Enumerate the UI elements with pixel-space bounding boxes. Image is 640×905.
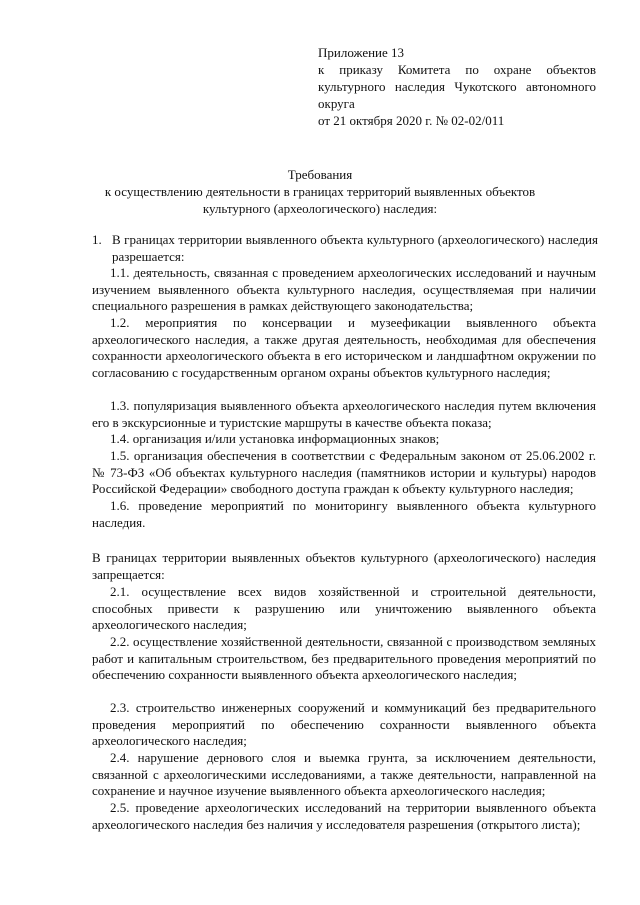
annex-committee-line: культурного наследия Чукотского автономного [318, 79, 596, 94]
section-1-number: 1. [92, 232, 102, 247]
item-1-4: 1.4. организация и/или установка информационных знаков; [110, 431, 440, 446]
section-1-lead: В границах территории выявленного объекта культурного (археологического) наследия разрешается: [112, 232, 598, 264]
title-line-3: культурного (археологического) наследия: [202, 201, 438, 216]
item-1-3: 1.3. популяризация выявленного объекта археологического наследия путем включения его в экскурсионные и туристские маршруты в качестве объекта показа; [92, 398, 596, 430]
annex-order-line: к приказу Комитета по охране объектов [318, 62, 596, 77]
document-title [60, 166, 580, 217]
item-1-2: 1.2. мероприятия по консервации и музеефикации выявленного объекта археологического наследия, а также другая деятельность, необходимая для обеспечения сохранности археологического объекта в его историческом и ландшафтном окружении по согласованию с государственным органом охраны объектов культурного наследия; [92, 315, 596, 380]
item-1-1: 1.1. деятельность, связанная с проведением археологических исследований и научным изучением выявленного объекта культурного наследия, осуществляемая при наличии специального разрешения в рамках действующего законодательства; [92, 265, 596, 314]
item-2-5: 2.5. проведение археологических исследований на территории выявленного объекта археологического наследия без наличия у исследователя разрешения (открытого листа); [92, 800, 596, 832]
title-heading: Требования [287, 167, 353, 182]
annex-header [318, 44, 596, 129]
section-2-lead: В границах территории выявленных объектов культурного (археологического) наследия запрещается: [92, 550, 596, 582]
item-1-5: 1.5. организация обеспечения в соответствии с Федеральным законом от 25.06.2002 г. № 73-ФЗ «Об объектах культурного наследия (памятников истории и культуры) народов Российской Федерации» свободного доступа граждан к объекту культурного наследия; [92, 448, 596, 497]
item-2-2: 2.2. осуществление хозяйственной деятельности, связанной с производством земляных работ и капитальным строительством, без предварительного проведения мероприятий по обеспечению сохранности выявленного объекта археологического наследия; [92, 634, 596, 683]
item-1-6: 1.6. проведение мероприятий по мониторингу выявленного объекта культурного наследия. [92, 498, 596, 530]
annex-date-line: от 21 октября 2020 г. № 02-02/011 [318, 113, 505, 128]
item-2-1: 2.1. осуществление всех видов хозяйственной и строительной деятельности, способных привести к разрушению или уничтожению выявленного объекта археологического наследия; [92, 584, 596, 633]
annex-number: Приложение 13 [318, 45, 405, 60]
title-line-2: к осуществлению деятельности в границах территорий выявленных объектов [104, 184, 536, 199]
item-2-4: 2.4. нарушение дернового слоя и выемка грунта, за исключением деятельности, связанной с археологическими исследованиями, а также деятельности, направленной на сохранение и научное изучение выявленного объекта археологического наследия; [92, 750, 596, 799]
item-2-3: 2.3. строительство инженерных сооружений и коммуникаций без предварительного проведения мероприятий по обеспечению сохранности выявленного объекта археологического наследия; [92, 700, 596, 749]
annex-region-line: округа [318, 96, 355, 111]
